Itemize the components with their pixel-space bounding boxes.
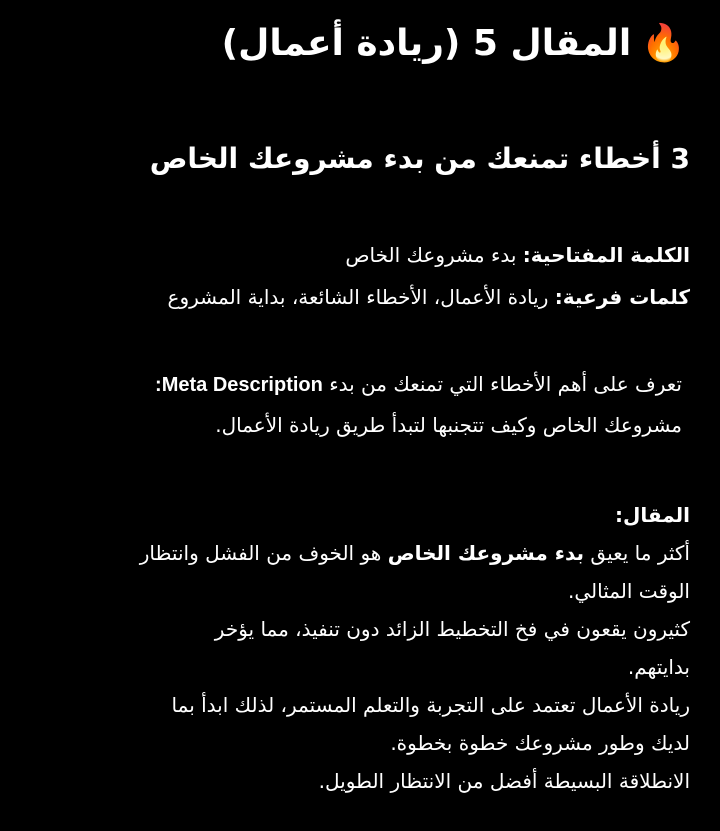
article-paragraph-1-line-1 <box>30 534 690 572</box>
sub-keywords-value: ريادة الأعمال، الأخطاء الشائعة، بداية المشروع <box>167 285 555 309</box>
page-title-text: المقال 5 (ريادة أعمال) <box>221 23 632 64</box>
main-keyword-value: بدء مشروعك الخاص <box>345 243 523 267</box>
article-heading-text: المقال: <box>614 503 690 527</box>
sub-keywords-label: كلمات فرعية: <box>554 285 690 309</box>
p1-bold-keyword: بدء مشروعك الخاص <box>387 541 585 565</box>
article-paragraph-3-line-1: ريادة الأعمال تعتمد على التجربة والتعلم المستمر، لذلك ابدأ بما <box>171 693 690 717</box>
article-paragraph-2-line-2: بدايتهم. <box>627 655 690 679</box>
meta-description-label: Meta Description: <box>155 374 323 396</box>
main-keyword-line <box>345 236 690 274</box>
page-title <box>222 14 686 74</box>
p1-start: أكثر ما يعيق <box>584 541 690 565</box>
article-paragraph-1-line-2: الوقت المثالي. <box>567 579 690 603</box>
article-paragraph-4-line-1: الانطلاقة البسيطة أفضل من الانتظار الطويل. <box>318 769 690 793</box>
meta-description-line-2: مشروعك الخاص وكيف تتجنبها لتبدأ طريق ريادة الأعمال. <box>215 413 682 437</box>
fire-icon: 🔥 <box>641 23 686 64</box>
sub-keywords-line <box>168 278 690 316</box>
article-paragraph-3-line-2: لديك وطور مشروعك خطوة بخطوة. <box>390 731 690 755</box>
article-subtitle: 3 أخطاء تمنعك من بدء مشروعك الخاص <box>149 142 690 175</box>
meta-description <box>22 364 682 445</box>
meta-description-text-1: تعرف على أهم الأخطاء التي تمنعك من بدء <box>322 372 682 396</box>
meta-description-line-1 <box>22 364 682 405</box>
article-paragraph-2-line-1: كثيرون يقعون في فخ التخطيط الزائد دون تنفيذ، مما يؤخر <box>214 617 690 641</box>
article-heading <box>30 496 690 534</box>
article-body <box>30 496 690 800</box>
p1-end: هو الخوف من الفشل وانتظار <box>139 541 388 565</box>
main-keyword-label: الكلمة المفتاحية: <box>522 243 690 267</box>
